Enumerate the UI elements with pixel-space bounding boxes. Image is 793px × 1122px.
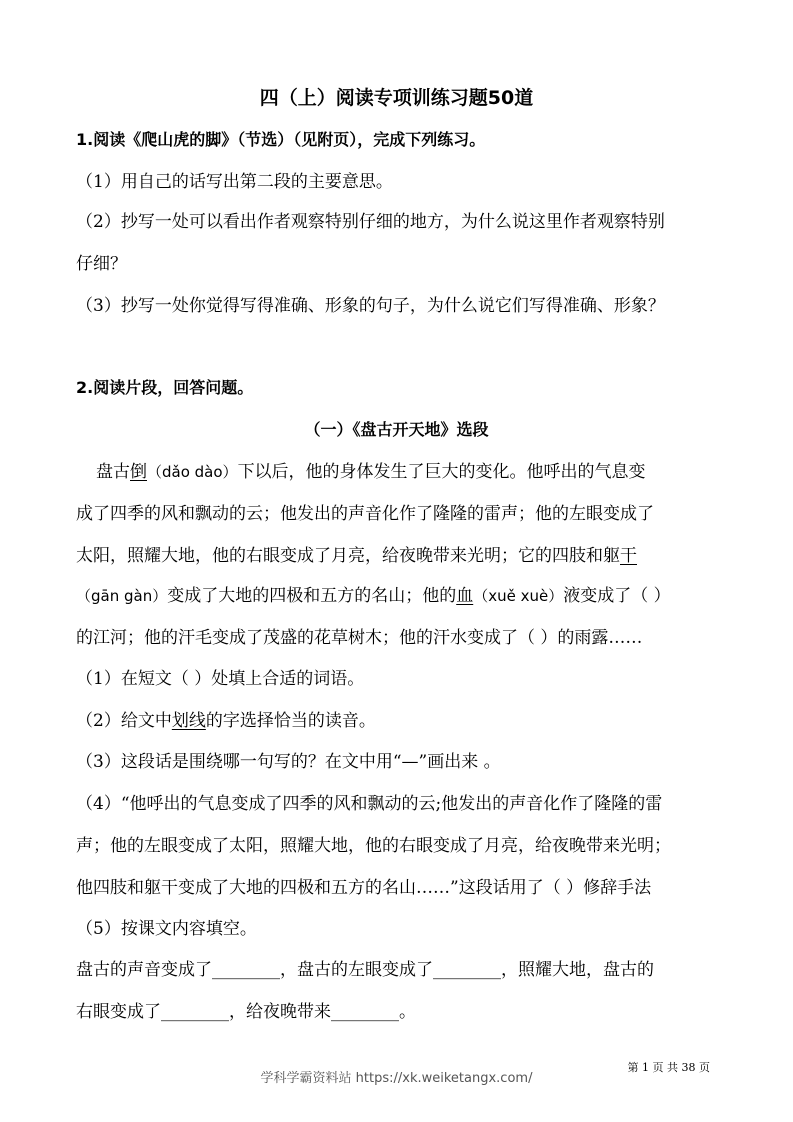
question-2-heading: 2.阅读片段，回答问题。: [76, 378, 254, 397]
question-2-item-3: （3）这段话是围绕哪一句写的？在文中用“—”画出来 。: [76, 752, 501, 772]
passage-text: 液变成了（ ）: [563, 586, 671, 606]
pinyin-options: （xuě xuè）: [473, 587, 564, 605]
question-2-item-2: [76, 709, 726, 733]
fill-blank-line-2: 右眼变成了________，给夜晚带来________。: [76, 1002, 416, 1022]
passage-text: 下以后，他的身体发生了巨大的变化。他呼出的气息变: [237, 462, 646, 482]
underlined-char: 血: [456, 586, 474, 606]
pinyin-options: （dǎo dào）: [147, 463, 238, 481]
item-text: （2）给文中: [76, 711, 172, 731]
passage-line-3: [76, 544, 726, 568]
question-1-item-1: （1）用自己的话写出第二段的主要意思。: [76, 172, 393, 192]
passage-title: （一）《盘古开天地》选段: [304, 420, 489, 439]
underlined-char: 倒: [130, 462, 147, 482]
fill-blank-line-1: 盘古的声音变成了________，盘古的左眼变成了________，照耀大地，盘古的: [76, 960, 654, 980]
passage-line-4: [76, 584, 726, 608]
question-2-item-4: （4）“他呼出的气息变成了四季的风和飘动的云;他发出的声音化作了隆隆的雷: [76, 794, 663, 814]
question-2-item-1: （1）在短文（ ）处填上合适的词语。: [76, 669, 365, 689]
pinyin-options: （gān gàn）: [76, 587, 168, 605]
question-1-item-2: （2）抄写一处可以看出作者观察特别仔细的地方，为什么说这里作者观察特别: [76, 212, 665, 232]
underlined-char: 干: [620, 546, 637, 566]
question-1-item-2-cont: 仔细？: [76, 254, 127, 274]
item-text: 的字选择恰当的读音。: [205, 711, 376, 731]
page-number: 第 1 页 共 38 页: [627, 1061, 710, 1074]
question-1-heading: 1.阅读《爬山虎的脚》（节选）（见附页），完成下列练习。: [76, 130, 486, 149]
question-2-item-4-cont-2: 他四肢和躯干变成了大地的四极和五方的名山……”这段话用了（ ）修辞手法: [76, 878, 652, 898]
document-title: 四（上）阅读专项训练习题50道: [259, 87, 534, 109]
question-2-item-4-cont-1: 声；他的左眼变成了太阳，照耀大地，他的右眼变成了月亮，给夜晚带来光明；: [76, 836, 671, 856]
question-2-item-5: （5）按课文内容填空。: [76, 919, 257, 939]
footer-watermark: 学科学霸资料站 https://xk.weiketangx.com/: [260, 1071, 533, 1086]
passage-line-2: 成了四季的风和飘动的云；他发出的声音化作了隆隆的雷声；他的左眼变成了: [76, 504, 654, 524]
passage-text: 变成了大地的四极和五方的名山；他的: [167, 586, 457, 606]
passage-text: 盘古: [96, 462, 130, 482]
question-1-item-3: （3）抄写一处你觉得写得准确、形象的句子，为什么说它们写得准确、形象？: [76, 296, 665, 316]
passage-line-1: [96, 460, 726, 484]
passage-text: 太阳，照耀大地，他的右眼变成了月亮，给夜晚带来光明；它的四肢和躯: [76, 546, 620, 566]
underlined-word: 划线: [171, 711, 206, 731]
passage-line-5: 的江河；他的汗毛变成了茂盛的花草树木；他的汗水变成了（ ）的雨露……: [76, 628, 643, 648]
